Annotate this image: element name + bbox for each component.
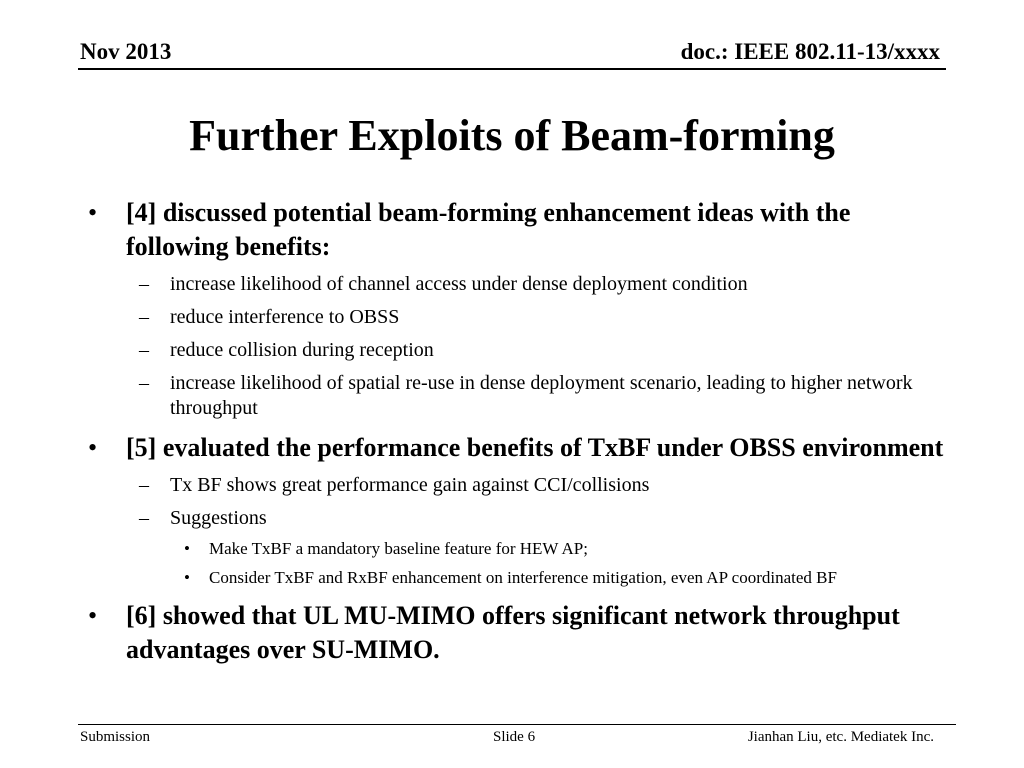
header-divider xyxy=(78,68,946,70)
slide-title: Further Exploits of Beam-forming xyxy=(189,111,835,160)
footer-author: Jianhan Liu, etc. Mediatek Inc. xyxy=(747,729,934,745)
bullet-3: • [6] showed that UL MU-MIMO offers significant network throughput advantages over SU-MIMO. xyxy=(88,599,958,667)
header-date: Nov 2013 xyxy=(80,39,172,64)
bullet-1: • [4] discussed potential beam-forming enhancement ideas with the following benefits: xyxy=(88,196,958,264)
bullet-2-subsub-2: • Consider TxBF and RxBF enhancement on interference mitigation, even AP coordinated BF xyxy=(88,567,958,589)
footer-slide-number: Slide 6 xyxy=(493,729,536,745)
slide-content xyxy=(88,196,958,667)
bullet-1-sub-4: – increase likelihood of spatial re-use in dense deployment scenario, leading to higher network throughput xyxy=(88,371,958,421)
bullet-1-sub-2: – reduce interference to OBSS xyxy=(88,305,958,330)
bullet-1-sub-3: – reduce collision during reception xyxy=(88,338,958,363)
bullet-2-sub-2: – Suggestions xyxy=(88,506,958,531)
footer-divider xyxy=(78,724,956,725)
bullet-2-sub-1: – Tx BF shows great performance gain against CCI/collisions xyxy=(88,473,958,498)
bullet-1-sub-1: – increase likelihood of channel access under dense deployment condition xyxy=(88,272,958,297)
bullet-2: • [5] evaluated the performance benefits of TxBF under OBSS environment xyxy=(88,431,958,465)
footer-submission: Submission xyxy=(80,729,151,745)
bullet-2-subsub-1: • Make TxBF a mandatory baseline feature for HEW AP; xyxy=(88,538,958,560)
header-doc-id: doc.: IEEE 802.11-13/xxxx xyxy=(680,39,940,64)
